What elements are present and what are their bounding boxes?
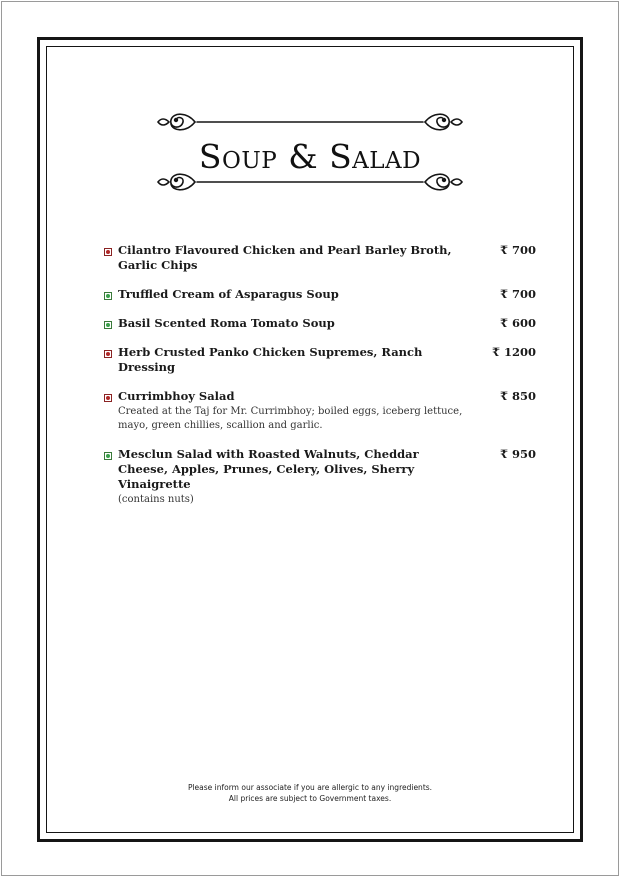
item-price: ₹ 600 [499, 316, 536, 330]
menu-item [104, 243, 536, 273]
tax-notice: All prices are subject to Government taxes. [228, 794, 392, 803]
menu-item [104, 345, 536, 375]
item-price: ₹ 850 [499, 389, 536, 403]
item-name: Herb Crusted Panko Chicken Supremes, Ranch Dressing [118, 345, 423, 374]
item-description: Created at the Taj for Mr. Currimbhoy; boiled eggs, iceberg lettuce, mayo, green chillies, scallion and garlic. [118, 406, 463, 431]
menu-item-list [104, 243, 536, 507]
item-description: (contains nuts) [118, 494, 194, 505]
non-veg-mark-icon [104, 350, 112, 358]
item-price: ₹ 700 [499, 243, 536, 257]
page-title: Soup & Salad [198, 137, 422, 176]
menu-item [104, 316, 536, 331]
item-name: Currimbhoy Salad [118, 389, 235, 403]
menu-item [104, 287, 536, 302]
veg-mark-icon [104, 321, 112, 329]
footer-notice [110, 782, 510, 804]
veg-mark-icon [104, 292, 112, 300]
veg-mark-icon [104, 452, 112, 460]
allergy-notice: Please inform our associate if you are allergic to any ingredients. [187, 783, 433, 792]
non-veg-mark-icon [104, 248, 112, 256]
item-name: Cilantro Flavoured Chicken and Pearl Barley Broth, Garlic Chips [118, 243, 452, 272]
menu-item [104, 447, 536, 507]
item-price: ₹ 1200 [491, 345, 536, 359]
item-name: Basil Scented Roma Tomato Soup [118, 316, 335, 330]
item-price: ₹ 950 [499, 447, 536, 461]
item-name: Mesclun Salad with Roasted Walnuts, Cheddar Cheese, Apples, Prunes, Celery, Olives, Sherry Vinaigrette [118, 447, 419, 491]
non-veg-mark-icon [104, 394, 112, 402]
menu-item [104, 389, 536, 433]
item-name: Truffled Cream of Asparagus Soup [118, 287, 339, 301]
item-price: ₹ 700 [499, 287, 536, 301]
